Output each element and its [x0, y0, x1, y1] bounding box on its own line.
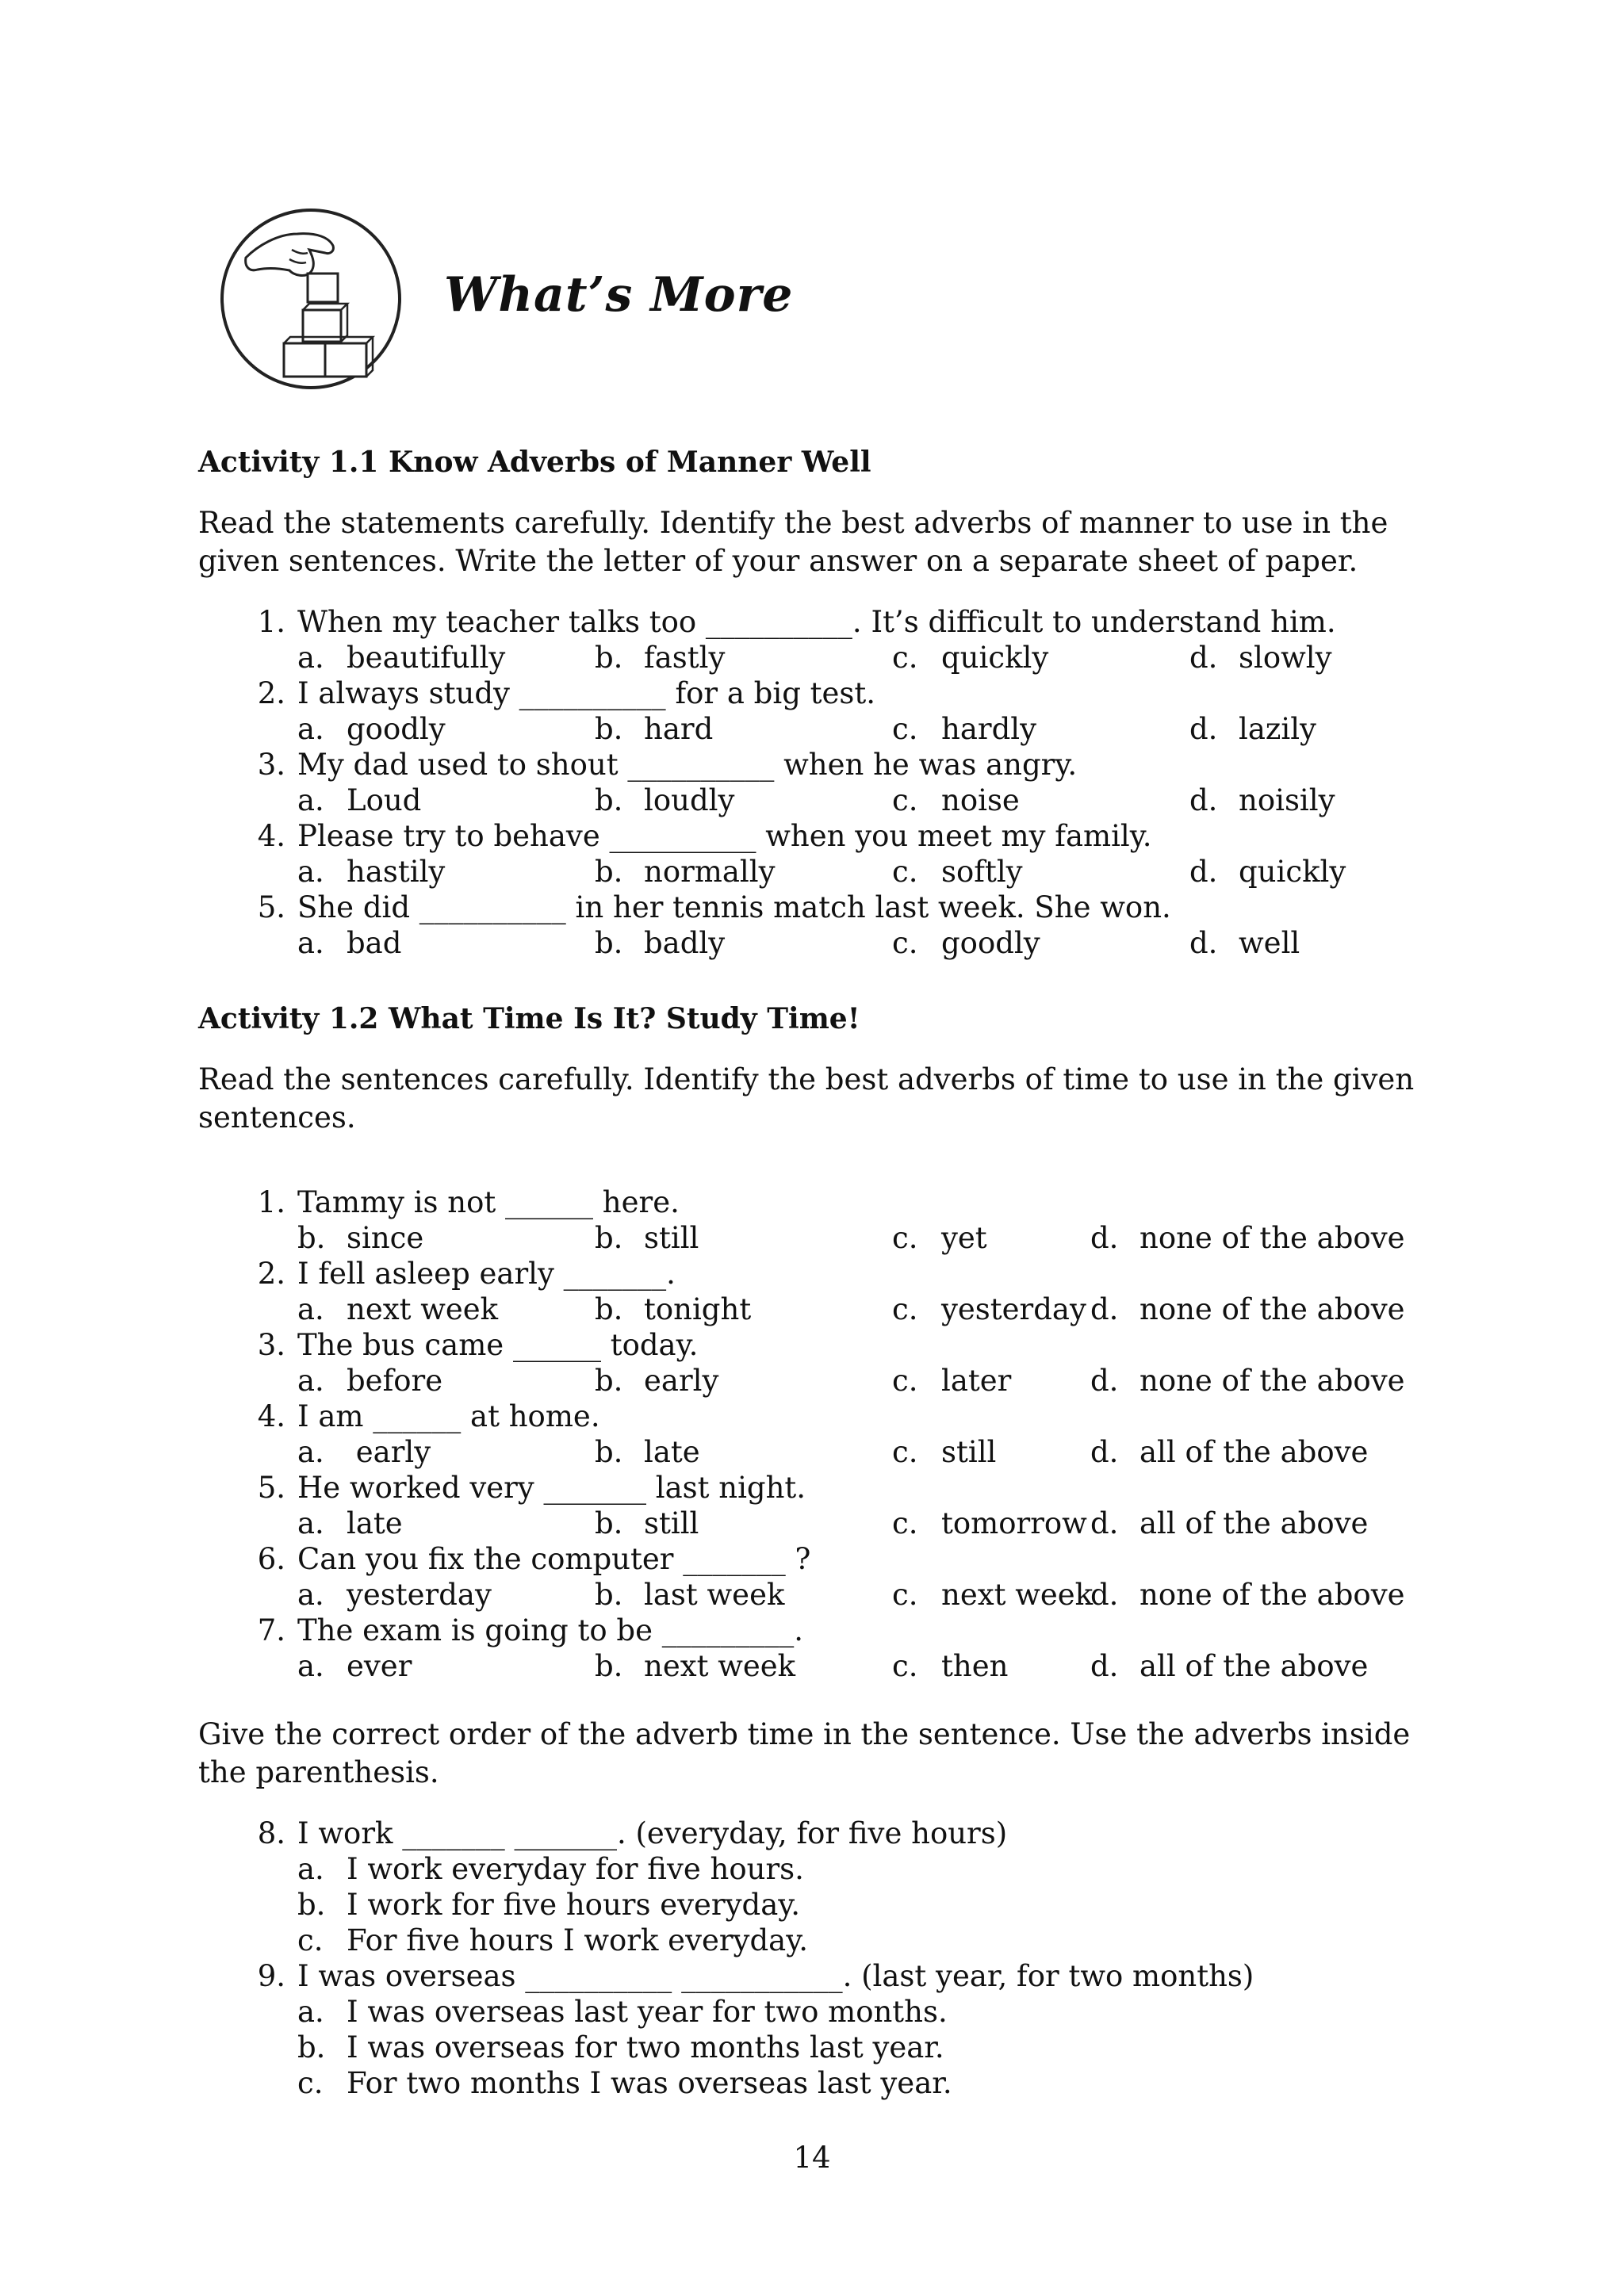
- activity-1-title: Activity 1.1 Know Adverbs of Manner Well: [198, 446, 871, 479]
- question-item: [198, 1184, 1435, 1220]
- answer-option: [595, 1577, 892, 1613]
- answer-option: [892, 711, 1189, 747]
- answer-options: [198, 711, 1435, 747]
- option-letter: c.: [892, 926, 918, 960]
- answer-option: [595, 854, 892, 890]
- option-text: late: [347, 1506, 403, 1540]
- option-text: beautifully: [347, 641, 506, 675]
- answer-option: [297, 711, 595, 747]
- answer-option: [1090, 1292, 1405, 1327]
- option-letter: a.: [297, 1506, 324, 1540]
- question-text: I was overseas __________ ___________. (last year, for two months): [297, 1959, 1254, 1993]
- question-number: 8.: [257, 1816, 285, 1850]
- option-text: early: [347, 1435, 431, 1469]
- option-letter: a.: [297, 712, 324, 746]
- question-text: The bus came ______ today.: [297, 1328, 699, 1362]
- question-item: [198, 1256, 1435, 1292]
- answer-options: [198, 1363, 1435, 1399]
- question-item: [198, 890, 1435, 925]
- answer-option: [595, 1648, 892, 1684]
- option-letter: d.: [1189, 926, 1218, 960]
- option-text: then: [941, 1649, 1009, 1683]
- answer-option: [297, 925, 595, 961]
- question-item: [198, 818, 1435, 854]
- option-letter: a.: [297, 1649, 324, 1683]
- answer-option: [595, 711, 892, 747]
- hand-stacking-blocks-icon: [214, 202, 408, 396]
- option-letter: d.: [1090, 1364, 1119, 1398]
- answer-option: [892, 1292, 1090, 1327]
- question-item: [198, 747, 1435, 783]
- option-letter: c.: [892, 783, 918, 817]
- option-letter: b.: [297, 1888, 326, 1922]
- activity-2-title: Activity 1.2 What Time Is It? Study Time!: [198, 1002, 860, 1035]
- answer-options: [198, 1648, 1435, 1684]
- answer-option: [595, 1434, 892, 1470]
- option-text: tomorrow: [941, 1506, 1087, 1540]
- option-letter: d.: [1189, 783, 1218, 817]
- answer-option: [297, 783, 595, 818]
- option-text: yesterday: [941, 1292, 1086, 1326]
- answer-option: [297, 1506, 595, 1541]
- question-number: 7.: [257, 1613, 285, 1647]
- option-text: quickly: [1239, 855, 1346, 889]
- answer-option: [1189, 783, 1487, 818]
- answer-option: [1090, 1434, 1368, 1470]
- answer-option: [892, 854, 1189, 890]
- option-letter: c.: [892, 1292, 918, 1326]
- option-text: lazily: [1239, 712, 1316, 746]
- option-letter: a.: [297, 1995, 324, 2029]
- answer-option: [1090, 1577, 1405, 1613]
- option-text: I work for five hours everyday.: [347, 1888, 801, 1922]
- option-letter: d.: [1090, 1221, 1119, 1255]
- option-text: later: [941, 1364, 1012, 1398]
- answer-option: [595, 925, 892, 961]
- option-text: all of the above: [1139, 1435, 1369, 1469]
- question-text: My dad used to shout __________ when he was angry.: [297, 748, 1078, 782]
- option-text: hastily: [347, 855, 446, 889]
- option-text: goodly: [347, 712, 446, 746]
- option-letter: b.: [595, 1506, 623, 1540]
- answer-option: [595, 640, 892, 675]
- option-letter: c.: [892, 641, 918, 675]
- answer-option: [297, 640, 595, 675]
- answer-options: [198, 1506, 1435, 1541]
- answer-option: [198, 1851, 1435, 1887]
- option-letter: b.: [595, 1578, 623, 1612]
- activity-2-instructions: Read the sentences carefully. Identify the best adverbs of time to use in the given sentences.: [198, 1062, 1415, 1135]
- answer-option: [892, 1577, 1094, 1613]
- option-letter: c.: [892, 712, 918, 746]
- option-letter: b.: [595, 1292, 623, 1326]
- question-number: 9.: [257, 1959, 285, 1993]
- answer-option: [1189, 711, 1487, 747]
- option-text: all of the above: [1139, 1649, 1369, 1683]
- section-header: [214, 202, 1404, 400]
- option-letter: b.: [297, 1221, 326, 1255]
- option-text: since: [347, 1221, 424, 1255]
- option-text: fastly: [644, 641, 726, 675]
- option-letter: a.: [297, 1364, 324, 1398]
- question-number: 2.: [257, 676, 285, 710]
- option-letter: c.: [297, 2066, 324, 2100]
- order-instructions: Give the correct order of the adverb time in the sentence. Use the adverbs inside the parenthesis.: [198, 1717, 1411, 1789]
- question-number: 3.: [257, 1328, 285, 1362]
- answer-option: [892, 1434, 1090, 1470]
- option-text: well: [1239, 926, 1300, 960]
- option-text: For five hours I work everyday.: [347, 1923, 808, 1957]
- question-text: When my teacher talks too __________. It’s difficult to understand him.: [297, 605, 1336, 639]
- option-letter: d.: [1090, 1649, 1119, 1683]
- question-item: [198, 604, 1435, 640]
- option-letter: b.: [595, 1435, 623, 1469]
- activity-1-instructions: Read the statements carefully. Identify the best adverbs of manner to use in the given sentences. Write the letter of your answer on a separate sheet of paper.: [198, 506, 1388, 578]
- option-text: none of the above: [1139, 1364, 1405, 1398]
- option-letter: d.: [1090, 1578, 1119, 1612]
- order-question-list: [198, 1816, 1435, 2101]
- option-letter: d.: [1189, 641, 1218, 675]
- section-title: What’s More: [444, 267, 794, 323]
- option-letter: c.: [892, 1578, 918, 1612]
- option-text: slowly: [1239, 641, 1332, 675]
- option-text: softly: [941, 855, 1023, 889]
- option-text: loudly: [644, 783, 735, 817]
- question-number: 4.: [257, 819, 285, 853]
- option-text: early: [644, 1364, 719, 1398]
- answer-options: [198, 925, 1435, 961]
- answer-options: [198, 1292, 1435, 1327]
- option-letter: b.: [595, 783, 623, 817]
- question-item: [198, 1470, 1435, 1506]
- answer-option: [1090, 1648, 1368, 1684]
- option-letter: b.: [595, 926, 623, 960]
- option-letter: d.: [1189, 712, 1218, 746]
- option-letter: d.: [1090, 1506, 1119, 1540]
- option-text: none of the above: [1139, 1221, 1405, 1255]
- option-letter: b.: [595, 712, 623, 746]
- option-text: next week: [941, 1578, 1094, 1612]
- answer-options: [198, 854, 1435, 890]
- answer-option: [892, 640, 1189, 675]
- option-letter: c.: [892, 1435, 918, 1469]
- option-text: all of the above: [1139, 1506, 1369, 1540]
- question-item: [198, 675, 1435, 711]
- activity-1-question-list: [198, 604, 1435, 961]
- question-text: Can you fix the computer _______ ?: [297, 1542, 811, 1576]
- question-item: [198, 1327, 1435, 1363]
- option-letter: a.: [297, 1852, 324, 1886]
- option-letter: a.: [297, 1292, 324, 1326]
- option-text: Loud: [347, 783, 422, 817]
- question-text: The exam is going to be _________.: [297, 1613, 803, 1647]
- answer-option: [297, 1220, 595, 1256]
- answer-option: [892, 783, 1189, 818]
- option-text: none of the above: [1139, 1578, 1405, 1612]
- option-letter: c.: [297, 1923, 324, 1957]
- answer-option: [198, 1994, 1435, 2030]
- answer-options: [198, 1577, 1435, 1613]
- question-number: 1.: [257, 1185, 285, 1219]
- option-text: noise: [941, 783, 1020, 817]
- question-number: 4.: [257, 1399, 285, 1433]
- question-text: She did __________ in her tennis match last week. She won.: [297, 890, 1171, 924]
- answer-option: [1189, 854, 1487, 890]
- option-text: ever: [347, 1649, 412, 1683]
- answer-option: [297, 1577, 595, 1613]
- option-letter: b.: [595, 641, 623, 675]
- option-letter: c.: [892, 1364, 918, 1398]
- answer-option: [892, 925, 1189, 961]
- option-letter: b.: [595, 1364, 623, 1398]
- option-letter: b.: [297, 2030, 326, 2064]
- question-text: Please try to behave __________ when you meet my family.: [297, 819, 1152, 853]
- question-number: 6.: [257, 1542, 285, 1576]
- question-text: I fell asleep early _______.: [297, 1257, 676, 1291]
- option-text: badly: [644, 926, 726, 960]
- option-letter: a.: [297, 926, 324, 960]
- activity-2-question-list: [198, 1184, 1435, 1684]
- answer-option: [595, 1363, 892, 1399]
- option-text: tonight: [644, 1292, 752, 1326]
- question-item: [198, 1958, 1435, 1994]
- answer-options: [198, 1434, 1435, 1470]
- question-text: I work _______ _______. (everyday, for five hours): [297, 1816, 1008, 1850]
- answer-options: [198, 1220, 1435, 1256]
- option-letter: b.: [595, 1221, 623, 1255]
- option-text: none of the above: [1139, 1292, 1405, 1326]
- option-text: For two months I was overseas last year.: [347, 2066, 952, 2100]
- question-item: [198, 1541, 1435, 1577]
- option-letter: a.: [297, 641, 324, 675]
- answer-option: [198, 2030, 1435, 2065]
- option-text: bad: [347, 926, 402, 960]
- answer-option: [297, 1363, 595, 1399]
- question-number: 5.: [257, 890, 285, 924]
- option-letter: d.: [1189, 855, 1218, 889]
- answer-option: [892, 1648, 1090, 1684]
- option-text: yesterday: [347, 1578, 492, 1612]
- option-text: before: [347, 1364, 443, 1398]
- answer-option: [1090, 1506, 1368, 1541]
- option-text: still: [941, 1435, 997, 1469]
- answer-option: [1090, 1220, 1405, 1256]
- answer-option: [1090, 1363, 1405, 1399]
- answer-option: [1189, 640, 1487, 675]
- answer-options: [198, 640, 1435, 675]
- option-text: I was overseas last year for two months.: [347, 1995, 948, 2029]
- answer-option: [1189, 925, 1487, 961]
- option-letter: c.: [892, 1649, 918, 1683]
- option-text: still: [644, 1506, 699, 1540]
- answer-option: [198, 2065, 1435, 2101]
- option-text: I work everyday for five hours.: [347, 1852, 804, 1886]
- option-letter: a.: [297, 855, 324, 889]
- option-text: still: [644, 1221, 699, 1255]
- answer-option: [892, 1506, 1090, 1541]
- option-letter: b.: [595, 855, 623, 889]
- option-text: normally: [644, 855, 776, 889]
- option-letter: b.: [595, 1649, 623, 1683]
- option-letter: d.: [1090, 1292, 1119, 1326]
- option-letter: c.: [892, 1506, 918, 1540]
- option-text: noisily: [1239, 783, 1335, 817]
- option-letter: c.: [892, 855, 918, 889]
- option-text: yet: [941, 1221, 987, 1255]
- question-item: [198, 1613, 1435, 1648]
- answer-option: [198, 1923, 1435, 1958]
- option-letter: d.: [1090, 1435, 1119, 1469]
- answer-option: [595, 1292, 892, 1327]
- question-text: I always study __________ for a big test.: [297, 676, 876, 710]
- answer-option: [595, 1220, 892, 1256]
- question-text: Tammy is not ______ here.: [297, 1185, 680, 1219]
- question-text: I am ______ at home.: [297, 1399, 600, 1433]
- option-text: hardly: [941, 712, 1036, 746]
- question-text: He worked very _______ last night.: [297, 1471, 806, 1505]
- option-text: hard: [644, 712, 714, 746]
- answer-option: [297, 1434, 595, 1470]
- answer-option: [297, 1648, 595, 1684]
- answer-option: [595, 1506, 892, 1541]
- question-number: 3.: [257, 748, 285, 782]
- answer-option: [297, 1292, 595, 1327]
- main-content: [198, 444, 1435, 2101]
- answer-option: [198, 1887, 1435, 1923]
- answer-option: [297, 854, 595, 890]
- question-number: 5.: [257, 1471, 285, 1505]
- option-text: goodly: [941, 926, 1040, 960]
- option-text: quickly: [941, 641, 1049, 675]
- question-item: [198, 1816, 1435, 1851]
- option-letter: c.: [892, 1221, 918, 1255]
- option-text: last week: [644, 1578, 785, 1612]
- question-number: 1.: [257, 605, 285, 639]
- option-text: I was overseas for two months last year.: [347, 2030, 944, 2064]
- option-text: next week: [347, 1292, 499, 1326]
- option-letter: a.: [297, 783, 324, 817]
- option-letter: a.: [297, 1435, 324, 1469]
- option-text: next week: [644, 1649, 796, 1683]
- question-item: [198, 1399, 1435, 1434]
- answer-option: [892, 1363, 1090, 1399]
- answer-option: [892, 1220, 1090, 1256]
- answer-option: [595, 783, 892, 818]
- option-text: late: [644, 1435, 700, 1469]
- answer-options: [198, 783, 1435, 818]
- option-letter: a.: [297, 1578, 324, 1612]
- page-number: 14: [793, 2141, 831, 2175]
- question-number: 2.: [257, 1257, 285, 1291]
